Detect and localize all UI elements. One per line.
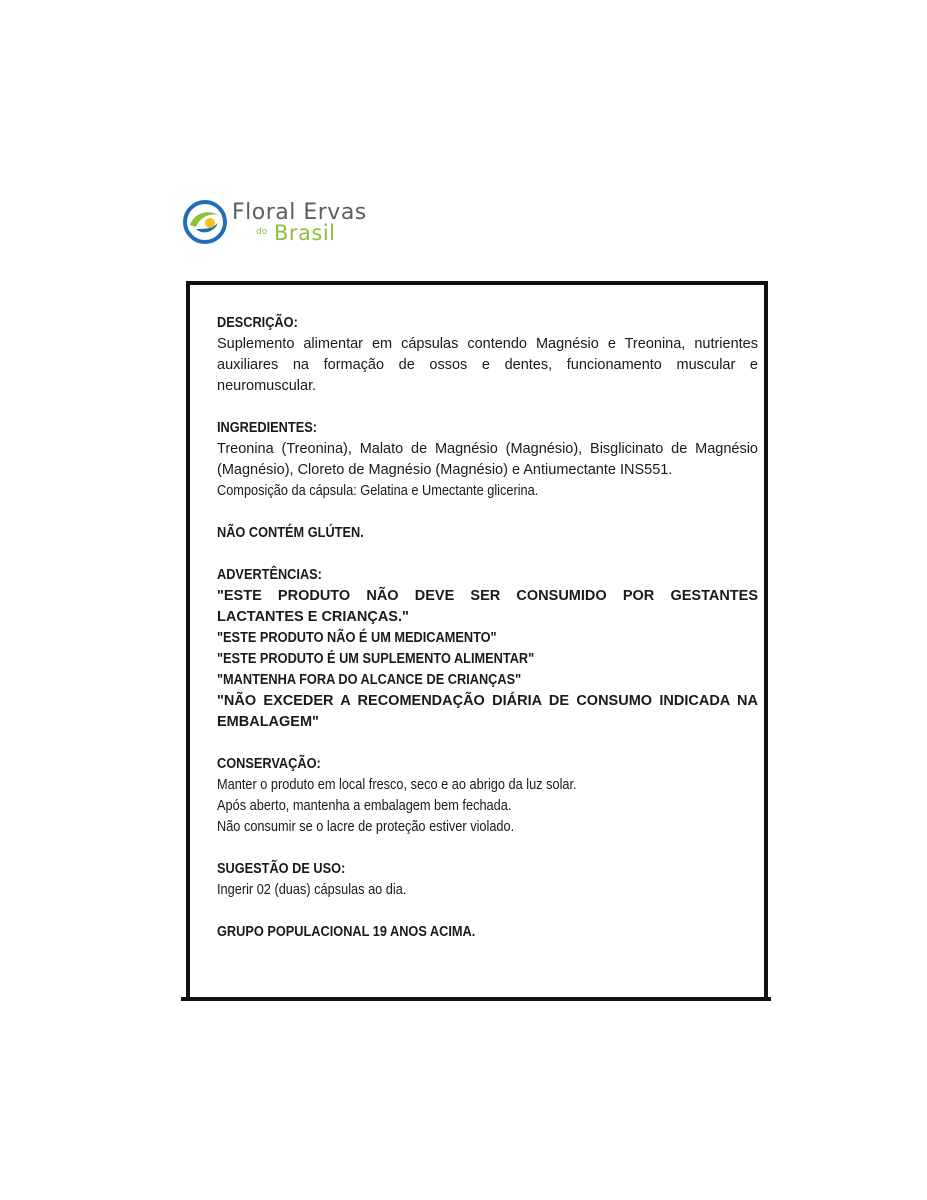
conservacao-line-2: Após aberto, mantenha a embalagem bem fechada. bbox=[217, 798, 512, 814]
advertencia-item-3: "ESTE PRODUTO É UM SUPLEMENTO ALIMENTAR" bbox=[217, 651, 535, 667]
conservacao-heading: CONSERVAÇÃO: bbox=[217, 756, 321, 772]
descricao-text: Suplemento alimentar em cápsulas contendo Magnésio e Treonina, nutrientes auxiliares na formação de ossos e dentes, funcionamento muscular e neuromuscular. bbox=[217, 336, 758, 394]
conservacao-line-3: Não consumir se o lacre de proteção estiver violado. bbox=[217, 819, 515, 835]
ingredientes-heading: INGREDIENTES: bbox=[217, 420, 317, 436]
section-grupo bbox=[217, 922, 758, 943]
descricao-heading: DESCRIÇÃO: bbox=[217, 315, 298, 331]
section-sugestao bbox=[217, 859, 758, 901]
advertencia-item-4: "MANTENHA FORA DO ALCANCE DE CRIANÇAS" bbox=[217, 672, 522, 688]
brand-logo bbox=[182, 197, 382, 247]
section-descricao bbox=[217, 313, 758, 397]
advertencia-item-1: "ESTE PRODUTO NÃO DEVE SER CONSUMIDO POR GESTANTES LACTANTES E CRIANÇAS." bbox=[217, 588, 758, 625]
section-advertencias bbox=[217, 565, 758, 733]
brand-name-line2: Brasil bbox=[274, 221, 336, 245]
advertencia-item-2: "ESTE PRODUTO NÃO É UM MEDICAMENTO" bbox=[217, 630, 497, 646]
sugestao-heading: SUGESTÃO DE USO: bbox=[217, 861, 346, 877]
section-conservacao bbox=[217, 754, 758, 838]
grupo-populacional: GRUPO POPULACIONAL 19 ANOS ACIMA. bbox=[217, 924, 476, 940]
label-frame-bottom-rule bbox=[181, 997, 771, 1001]
section-ingredientes bbox=[217, 418, 758, 502]
label-content bbox=[217, 313, 758, 964]
brand-name-line1: Floral Ervas bbox=[232, 200, 367, 225]
advertencias-heading: ADVERTÊNCIAS: bbox=[217, 567, 322, 583]
ingredientes-text: Treonina (Treonina), Malato de Magnésio (Magnésio), Bisglicinato de Magnésio (Magnésio), Cloreto de Magnésio (Magnésio) e Antiumectante INS551. bbox=[217, 441, 758, 478]
sugestao-text: Ingerir 02 (duas) cápsulas ao dia. bbox=[217, 882, 407, 898]
brand-logo-icon bbox=[182, 199, 228, 245]
gluten-notice: NÃO CONTÉM GLÚTEN. bbox=[217, 525, 364, 541]
advertencia-item-5: "NÃO EXCEDER A RECOMENDAÇÃO DIÁRIA DE CONSUMO INDICADA NA EMBALAGEM" bbox=[217, 693, 758, 730]
ingredientes-capsule: Composição da cápsula: Gelatina e Umectante glicerina. bbox=[217, 483, 539, 499]
brand-name-do: do bbox=[256, 227, 268, 237]
section-gluten bbox=[217, 523, 758, 544]
conservacao-line-1: Manter o produto em local fresco, seco e ao abrigo da luz solar. bbox=[217, 777, 577, 793]
